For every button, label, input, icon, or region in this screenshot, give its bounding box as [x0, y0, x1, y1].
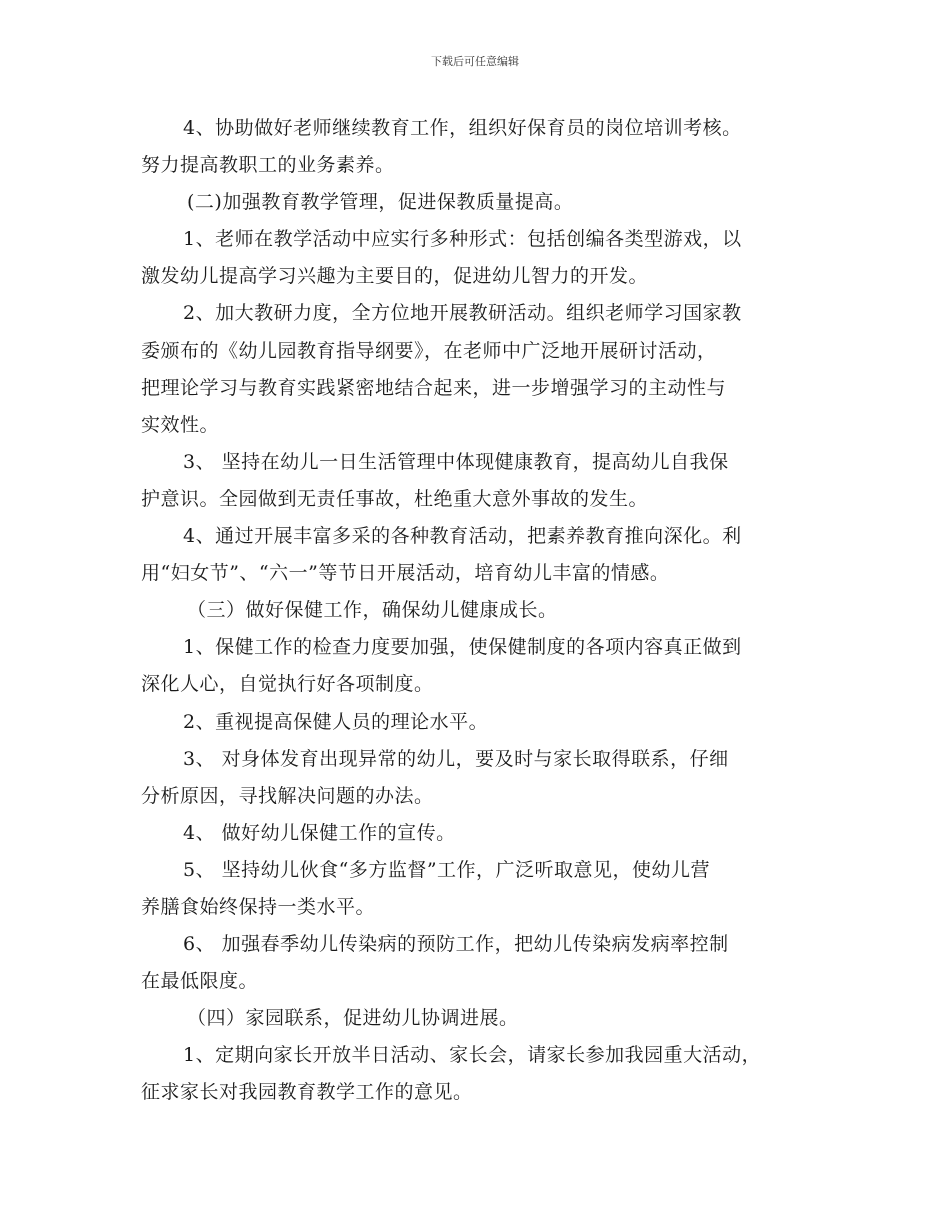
paragraph-line: 6、 加强春季幼儿传染病的预防工作，把幼儿传染病发病率控制 [183, 933, 729, 956]
section-heading: (二)加强教育教学管理，促进保教质量提高。 [187, 191, 574, 214]
paragraph-line: 在最低限度。 [141, 970, 259, 993]
page-header-note: 下载后可任意编辑 [431, 55, 519, 68]
paragraph-line: 1、保健工作的检查力度要加强，使保健制度的各项内容真正做到 [183, 636, 742, 659]
paragraph-line: 1、定期向家长开放半日活动、家长会，请家长参加我园重大活动， [183, 1044, 762, 1067]
paragraph-line: 2、重视提高保健人员的理论水平。 [183, 710, 489, 733]
paragraph-line: 3、 坚持在幼儿一日生活管理中体现健康教育，提高幼儿自我保 [183, 450, 729, 473]
paragraph-line: 分析原因，寻找解决问题的办法。 [141, 784, 434, 807]
paragraph-line: 3、 对身体发育出现异常的幼儿，要及时与家长取得联系，仔细 [183, 747, 729, 770]
paragraph-line: 4、 做好幼儿保健工作的宣传。 [183, 821, 456, 844]
paragraph-line: 努力提高教职工的业务素养。 [141, 154, 395, 177]
paragraph-line: 征求家长对我园教育教学工作的意见。 [141, 1081, 473, 1104]
section-heading: （四）家园联系，促进幼儿协调进展。 [187, 1007, 519, 1030]
paragraph-line: 把理论学习与教育实践紧密地结合起来，进一步增强学习的主动性与 [141, 376, 727, 399]
paragraph-line: 1、老师在教学活动中应实行多种形式：包括创编各类型游戏，以 [183, 228, 742, 251]
document-body [141, 110, 821, 1112]
paragraph-line: 实效性。 [141, 413, 220, 436]
paragraph-line: 4、协助做好老师继续教育工作，组织好保育员的岗位培训考核。 [183, 117, 742, 139]
paragraph-line: 护意识。全园做到无责任事故，杜绝重大意外事故的发生。 [141, 487, 649, 510]
paragraph-line: 2、加大教研力度，全方位地开展教研活动。组织老师学习国家教 [183, 302, 742, 325]
paragraph-line: 委颁布的《幼儿园教育指导纲要》，在老师中广泛地开展研讨活动， [141, 339, 717, 362]
paragraph-line: 用“妇女节”、“六一”等节日开展活动，培育幼儿丰富的情感。 [141, 562, 670, 585]
paragraph-line: 养膳食始终保持一类水平。 [141, 895, 376, 918]
paragraph-line: 4、通过开展丰富多采的各种教育活动，把素养教育推向深化。利 [183, 525, 742, 548]
paragraph-line: 深化人心，自觉执行好各项制度。 [141, 673, 434, 696]
paragraph-line: 激发幼儿提高学习兴趣为主要目的，促进幼儿智力的开发。 [141, 265, 649, 288]
paragraph-line: 5、 坚持幼儿伙食“多方监督”工作，广泛听取意见，使幼儿营 [183, 858, 711, 881]
section-heading: （三）做好保健工作，确保幼儿健康成长。 [187, 599, 558, 622]
